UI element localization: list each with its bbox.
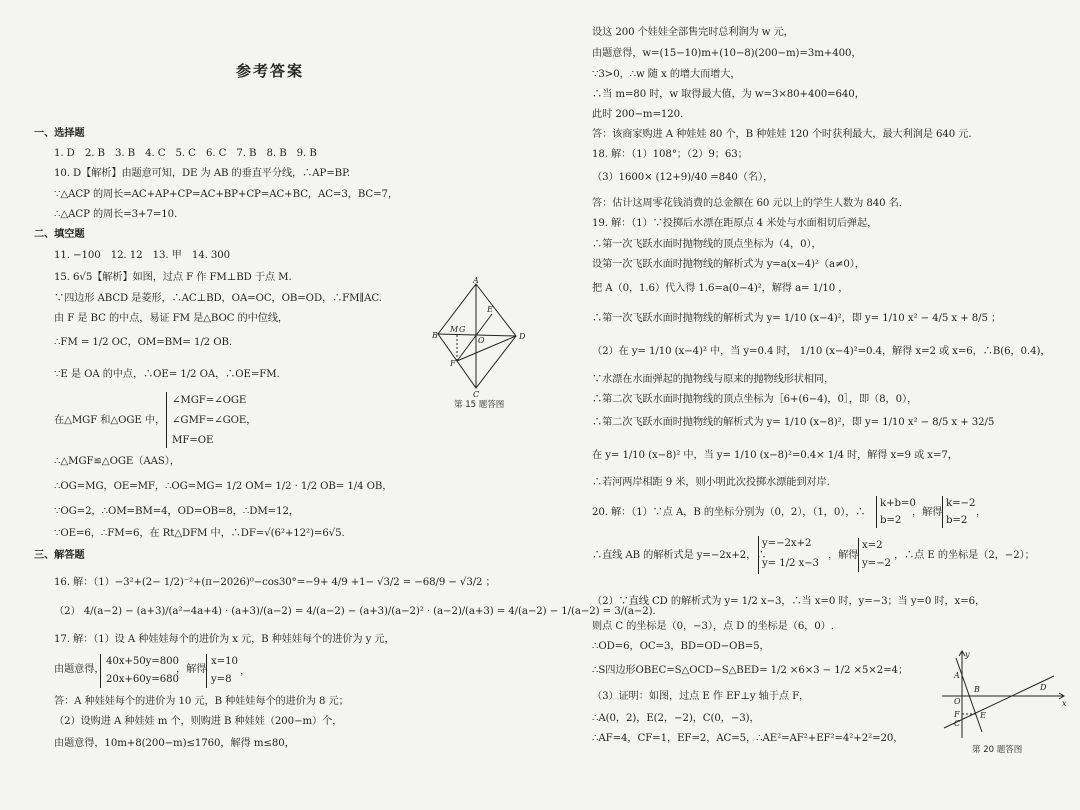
system-line: b=2 [946,515,968,526]
answer-line: 则点 C 的坐标是（0，−3），点 D 的坐标是（6，0）. [592,621,834,632]
answer-line: 由题意得，w=(15−10)m+(10−8)(200−m)=3m+400， [592,48,862,59]
answer-line: 17. 解：（1）设 A 种娃娃每个的进价为 x 元，B 种娃娃每个的进价为 y 元， [54,634,395,645]
answer-line: 10. D【解析】由题意可知，DE 为 AB 的垂直平分线，∴AP=BP. [54,168,350,179]
answer-line: ，解得 [828,550,859,561]
system-brace [206,654,210,688]
figure-label: B [432,331,438,340]
system-line: x=2 [862,540,883,551]
answer-line: 16. 解：（1）−3²+(2− 1/2)⁻²+(π−2026)⁰−cos30°=−9+ 4/9 +1− √3/2 = −68/9 − √3/2 ； [54,577,496,588]
answer-line: ∵△ACP 的周长=AC+AP+CP=AC+BP+CP=AC+BC，AC=3，BC=7， [54,189,399,200]
system-line: y=8 [211,674,232,685]
figure-label: E [487,305,493,314]
figure-label: A [954,671,960,680]
answer-line: ， [240,666,251,677]
system-line: b=2 [880,515,902,526]
answer-line: ，∴点 E 的坐标是（2，−2）； [894,550,1035,561]
answer-line: 答：估计这周零花钱消费的总金额在 60 元以上的学生人数为 840 名. [592,198,902,209]
answer-line: ∴△MGF≌△OGE（AAS）， [54,456,180,467]
answer-line: （3）证明：如图，过点 E 作 EF⊥y 轴于点 F， [592,691,810,702]
section-heading: 二、填空题 [34,229,85,240]
section-heading: 一、选择题 [34,128,85,139]
figure-caption: 第 15 题答图 [454,400,505,410]
answer-line: ∴若河两岸相距 9 米，则小明此次投掷水漂能到对岸. [592,477,830,488]
system-line: y=−2x+2 [762,538,812,549]
figure-15 [432,278,528,398]
figure-label: D [1040,683,1047,692]
system-line: 20x+60y=680 [106,674,179,685]
answer-line: 答：该商家购进 A 种娃娃 80 个，B 种娃娃 120 个时获利最大，最大利润是 640 元. [592,129,972,140]
answer-line: ∵E 是 OA 的中点，∴OE= 1/2 OA，∴OE=FM. [54,369,280,380]
answer-line: ∴第一次飞跃水面时抛物线的解析式为 y= 1/10 (x−4)²，即 y= 1/10 x² − 4/5 x + 8/5 ； [592,313,1002,324]
answer-line: 设第一次飞跃水面时抛物线的解析式为 y=a(x−4)²（a≠0）， [592,259,865,270]
answer-line: ，解得 [912,507,943,518]
answer-line: ∴第二次飞跃水面时抛物线的顶点坐标为［6+(6−4)，0］，即（8，0）， [592,394,918,405]
answer-line: ，解得 [176,664,207,675]
section-heading: 三、解答题 [34,550,85,561]
figure-20 [938,648,1070,740]
system-line: x=10 [211,656,238,667]
answer-line: 由 F 是 BC 的中点，易证 FM 是△BOC 的中位线， [54,313,288,324]
system-line: 40x+50y=800 [106,656,179,667]
system-line: y=−2 [862,558,891,569]
answer-line: ∴AF=4，CF=1，EF=2，AC=5，∴AE²=AF²+EF²=4²+2²=20， [592,733,904,744]
answer-line: ∴△ACP 的周长=3+7=10. [54,209,178,220]
system-line: k+b=0 [880,498,916,509]
answer-line: 把 A（0，1.6）代入得 1.6=a(0−4)²，解得 a= 1/10 ， [592,283,849,294]
answer-line: 11. −100 12. 12 13. 甲 14. 300 [54,250,230,261]
figure-label: C [954,719,961,728]
figure-label: E [980,711,986,720]
answer-line: （2）∵直线 CD 的解析式为 y= 1/2 x−3，∴当 x=0 时，y=−3；当 y=0 时，x=6， [592,596,986,607]
answer-line: ， [976,507,987,518]
answer-line: ∵3>0，∴w 随 x 的增大而增大， [592,69,741,80]
figure-label: M [450,325,459,334]
answer-line: 19. 解：（1）∵投掷后水漂在距原点 4 米处与水面相切后弹起， [592,218,878,229]
answer-line: 1. D 2. B 3. B 4. C 5. C 6. C 7. B 8. B 9. B [54,148,317,159]
answer-line: 18. 解：（1）108°；（2）9；63； [592,149,748,160]
figure-label: G [459,325,466,334]
figure-label: D [519,332,526,341]
answer-line: ∵水漂在水面弹起的抛物线与原来的抛物线形状相同， [592,374,835,385]
answer-line: 此时 200−m=120. [592,109,684,120]
system-brace [166,392,170,448]
answer-line: ∴OG=MG，OE=MF，∴OG=MG= 1/2 OM= 1/2 · 1/2 OB= 1/4 OB， [54,481,393,492]
system-line: ∠GMF=∠GOE， [172,415,257,426]
answer-line: ∴OD=6，OC=3，BD=OD−OB=5， [592,641,770,652]
answer-line: 在△MGF 和△OGE 中， [54,415,166,426]
system-line: ∠MGF=∠OGE [172,395,247,406]
answer-line: （2）在 y= 1/10 (x−4)² 中，当 y=0.4 时， 1/10 (x−4)²=0.4，解得 x=2 或 x=6，∴B(6，0.4)， [592,346,1051,357]
answer-line: 由题意得，10m+8(200−m)≤1760，解得 m≤80， [54,738,295,749]
system-line: k=−2 [946,498,976,509]
figure-label: O [954,697,961,706]
system-line: MF=OE [172,435,214,446]
answer-line: ∵OE=6，∴FM=6，在 Rt△DFM 中，∴DF=√(6²+12²)=6√5. [54,528,345,539]
answer-line: 15. 6√5【解析】如图，过点 F 作 FM⊥BD 于点 M. [54,272,292,283]
right-page [540,0,1080,810]
page-title: 参考答案 [235,62,304,80]
answer-line: ∵四边形 ABCD 是菱形，∴AC⊥BD，OA=OC，OB=OD，∴FM∥AC. [54,293,382,304]
figure-caption: 第 20 题答图 [972,745,1023,755]
answer-line: （2）设购进 A 种娃娃 m 个，则购进 B 种娃娃（200−m）个， [54,716,343,727]
answer-line: 答：A 种娃娃每个的进价为 10 元，B 种娃娃每个的进价为 8 元； [54,696,349,707]
system-line: y= 1/2 x−3 [762,558,819,569]
answer-line: ∵OG=2，∴OM=BM=4，OD=OB=8，∴DM=12， [54,506,299,517]
figure-label: F [450,359,456,368]
answer-line: ∴当 m=80 时，w 取得最大值，为 w=3×80+400=640， [592,89,865,100]
answer-line: ∴FM = 1/2 OC，OM=BM= 1/2 OB. [54,337,232,348]
figure-label: O [478,336,485,345]
answer-line: 20. 解：（1）∵点 A，B 的坐标分别为（0，2），（1，0），∴ [592,507,866,518]
figure-label: y [965,650,970,659]
figure-label: A [473,276,479,285]
answer-line: 由题意得， [54,664,105,675]
figure-label: x [1062,699,1067,708]
answer-line: ∴A(0，2)，E(2，−2)，C(0，−3)， [592,713,760,724]
answer-line: ∴直线 AB 的解析式是 y=−2x+2，∴ [592,550,767,561]
figure-label: B [974,685,980,694]
system-brace [100,654,104,688]
figure-label: F [954,710,960,719]
answer-line: （3）1600× (12+9)/40 =840（名）， [592,172,774,183]
answer-line: （2） 4/(a−2) − (a+3)/(a²−4a+4) · (a+3)/(a−2) = 4/(a−2) − (a+3)/(a−2)² · (a−2)/(a+3) = 4/(a−2) − 1/(a−2) = 3/(a−2). [54,606,656,617]
answer-line: ∴第二次飞跃水面时抛物线的解析式为 y= 1/10 (x−8)²，即 y= 1/10 x² − 8/5 x + 32/5 [592,417,995,428]
answer-line: ∴S四边形OBEC=S△OCD−S△BED= 1/2 ×6×3 − 1/2 ×5×2=4； [592,665,909,676]
figure-label: C [473,390,480,399]
answer-line: 设这 200 个娃娃全部售完时总利润为 w 元， [592,27,794,38]
answer-line: ∴第一次飞跃水面时抛物线的顶点坐标为（4，0）， [592,239,822,250]
answer-line: 在 y= 1/10 (x−8)² 中，当 y= 1/10 (x−8)²=0.4× 1/4 时，解得 x=9 或 x=7， [592,450,958,461]
